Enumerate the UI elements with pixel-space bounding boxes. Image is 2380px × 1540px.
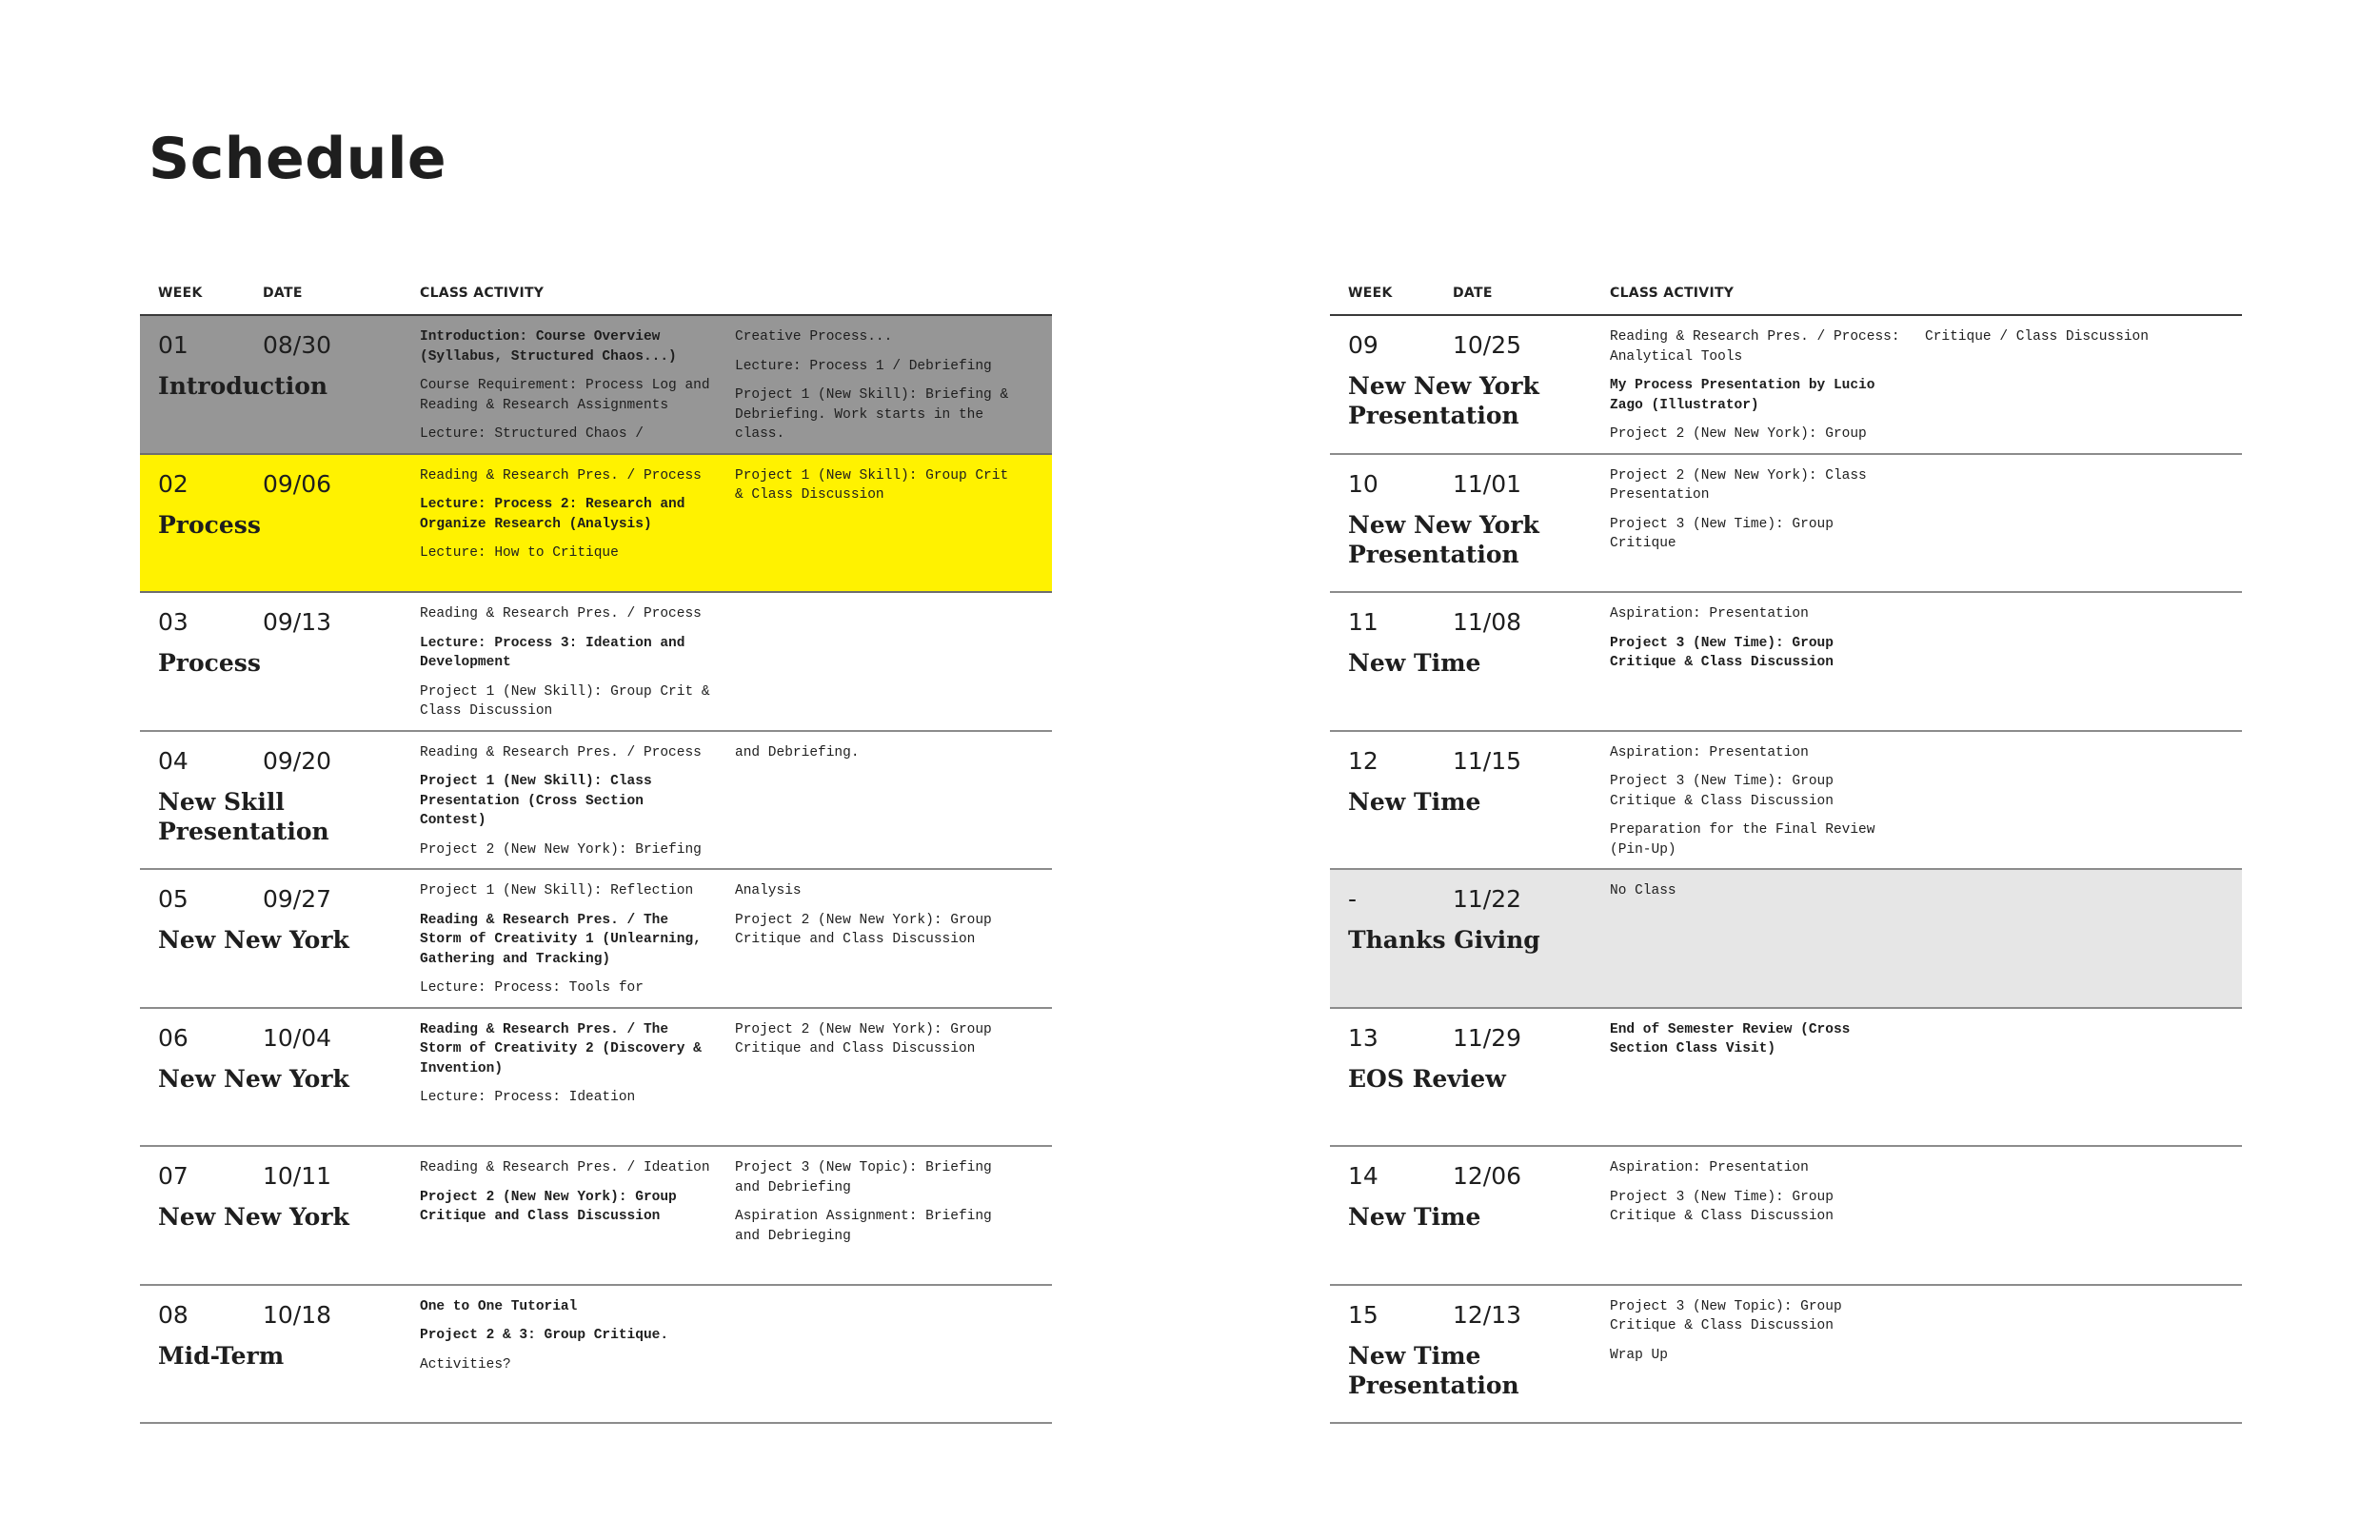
activity-column: [735, 327, 1021, 454]
date-header: DATE: [263, 286, 303, 301]
activity-item: Project 3 (New Topic): Briefing and Debriefing: [735, 1160, 992, 1195]
schedule-table-right: [1330, 282, 2242, 1424]
week-topic: Thanks Giving: [1348, 926, 1540, 954]
activity-item: Project 2 (New New York): Group Critique and Class Discussion: [735, 1021, 992, 1056]
week-topic: EOS Review: [1348, 1064, 1506, 1093]
table-row: [1330, 1147, 2242, 1286]
activity-item: Project 1 (New Skill): Group Crit & Class Discussion: [735, 467, 1009, 503]
activity-column: [420, 1297, 710, 1385]
week-number: 14: [1348, 1162, 1378, 1190]
activity-item: Reading & Research Pres. / Process: [420, 606, 702, 622]
table-row: [1330, 316, 2242, 455]
week-topic: Introduction: [158, 372, 328, 400]
class-date: 10/11: [263, 1162, 332, 1190]
class-date: 11/08: [1453, 608, 1522, 636]
activity-item: No Class: [1610, 883, 1676, 898]
activity-item: Project 3 (New Topic): Group Critique & Class Discussion: [1610, 1298, 1842, 1333]
week-topic: New New York: [158, 926, 349, 954]
week-number: 04: [158, 746, 188, 775]
activity-column: [1610, 1297, 1900, 1375]
activity-item: Reading & Research Pres. / The Storm of Creativity 1 (Unlearning, Gathering and Tracking): [420, 912, 702, 967]
table-row: [140, 870, 1052, 1009]
activity-item: Project 1 (New Skill): Briefing & Debriefing. Work starts in the class.: [735, 387, 1009, 442]
activity-item: Project 3 (New Time): Group Critique & Class Discussion: [1610, 635, 1834, 670]
activity-item: Project 1 (New Skill): Reflection: [420, 883, 694, 898]
class-date: 11/15: [1453, 746, 1522, 775]
week-number: 10: [1348, 469, 1378, 498]
activity-item: Activities?: [420, 1356, 511, 1372]
table-row: [140, 1009, 1052, 1148]
activity-item: Project 1 (New Skill): Group Crit & Class Discussion: [420, 683, 710, 719]
activity-column: [420, 327, 710, 454]
activity-column: [420, 466, 710, 573]
activity-item: Critique / Class Discussion: [1925, 329, 2149, 345]
class-date: 09/27: [263, 885, 332, 913]
activity-column: [1610, 604, 1900, 682]
activity-column: [420, 1158, 710, 1236]
activity-item: Reading & Research Pres. / Process: [420, 744, 702, 760]
activity-item: Creative Process...: [735, 329, 893, 345]
table-row: [140, 593, 1052, 732]
table-row: [1330, 1009, 2242, 1148]
week-number: 15: [1348, 1300, 1378, 1329]
activity-item: Aspiration: Presentation: [1610, 606, 1809, 622]
week-topic: New Time Presentation: [1348, 1341, 1519, 1399]
class-date: 09/13: [263, 608, 332, 636]
activity-item: Reading & Research Pres. / Process: Analytical Tools: [1610, 329, 1900, 365]
activity-item: Lecture: Process: Ideation: [420, 1090, 636, 1105]
activity-item: Lecture: Process 1 / Debriefing: [735, 358, 992, 374]
page-title: Schedule: [149, 126, 447, 192]
activity-column: [1610, 327, 1900, 454]
activity-column: [1610, 1020, 1900, 1069]
class-date: 10/18: [263, 1300, 332, 1329]
activity-column: [420, 743, 710, 870]
week-topic: Process: [158, 649, 261, 677]
activity-item: Lecture: Process: Tools for: [420, 980, 644, 996]
activity-column: [1610, 466, 1900, 563]
activity-item: Reading & Research Pres. / Process: [420, 467, 702, 484]
class-date: 09/06: [263, 469, 332, 498]
activity-item: Project 2 (New New York): Class Presentation: [1610, 467, 1867, 503]
week-number: 13: [1348, 1023, 1378, 1052]
activity-column: [1925, 327, 2211, 357]
activity-item: Lecture: How to Critique: [420, 545, 619, 561]
week-topic: New New York Presentation: [1348, 510, 1539, 568]
week-topic: Mid-Term: [158, 1341, 285, 1370]
week-number: 11: [1348, 608, 1378, 636]
activity-item: Lecture: Structured Chaos /: [420, 426, 644, 442]
activity-item: Project 2 (New New York): Group: [1610, 426, 1867, 442]
week-number: 01: [158, 331, 188, 359]
week-number: 09: [1348, 331, 1378, 359]
activity-item: Analysis: [735, 883, 802, 898]
activity-item: Wrap Up: [1610, 1347, 1668, 1363]
activity-item: One to One Tutorial: [420, 1298, 578, 1314]
activity-item: and Debriefing.: [735, 744, 860, 760]
schedule-rows: [1330, 316, 2242, 1424]
activity-item: Project 3 (New Time): Group Critique: [1610, 516, 1834, 551]
week-number: 07: [158, 1162, 188, 1190]
activity-item: Lecture: Process 3: Ideation and Development: [420, 635, 685, 670]
week-topic: New New York: [158, 1064, 349, 1093]
activity-item: Reading & Research Pres. / Ideation: [420, 1160, 710, 1175]
class-date: 09/20: [263, 746, 332, 775]
activity-column: [420, 604, 710, 731]
table-row: [140, 316, 1052, 455]
class-date: 11/29: [1453, 1023, 1522, 1052]
activity-header: CLASS ACTIVITY: [420, 286, 545, 301]
activity-header: CLASS ACTIVITY: [1610, 286, 1735, 301]
activity-item: Project 2 (New New York): Group Critique and Class Discussion: [735, 912, 992, 947]
activity-item: Aspiration: Presentation: [1610, 744, 1809, 760]
week-number: -: [1348, 885, 1358, 913]
table-row: [1330, 593, 2242, 732]
week-header: WEEK: [1348, 286, 1393, 301]
table-row: [140, 1147, 1052, 1286]
week-header: WEEK: [158, 286, 203, 301]
class-date: 08/30: [263, 331, 332, 359]
activity-item: Aspiration Assignment: Briefing and Debrieging: [735, 1209, 992, 1244]
week-topic: New Time: [1348, 649, 1481, 677]
schedule-rows: [140, 316, 1052, 1424]
activity-item: Preparation for the Final Review (Pin-Up): [1610, 822, 1875, 858]
activity-item: Project 2 & 3: Group Critique.: [420, 1328, 669, 1343]
table-row: [1330, 870, 2242, 1009]
activity-column: [420, 881, 710, 1008]
table-header: [1330, 282, 2242, 316]
table-row: [1330, 455, 2242, 594]
table-header: [140, 282, 1052, 316]
table-row: [1330, 1286, 2242, 1425]
class-date: 11/01: [1453, 469, 1522, 498]
activity-item: Project 2 (New New York): Group Critique and Class Discussion: [420, 1189, 677, 1224]
activity-column: [735, 1020, 1021, 1069]
week-number: 03: [158, 608, 188, 636]
week-number: 12: [1348, 746, 1378, 775]
class-date: 11/22: [1453, 885, 1522, 913]
table-row: [1330, 732, 2242, 871]
table-row: [140, 455, 1052, 594]
activity-column: [1610, 1158, 1900, 1236]
week-topic: New Skill Presentation: [158, 787, 329, 845]
activity-item: End of Semester Review (Cross Section Class Visit): [1610, 1021, 1851, 1056]
activity-column: [735, 881, 1021, 959]
week-topic: New New York: [158, 1203, 349, 1231]
activity-item: Aspiration: Presentation: [1610, 1160, 1809, 1175]
activity-item: My Process Presentation by Lucio Zago (Illustrator): [1610, 378, 1875, 413]
activity-column: [735, 1158, 1021, 1255]
activity-item: Lecture: Process 2: Research and Organize Research (Analysis): [420, 497, 685, 532]
activity-column: [735, 743, 1021, 773]
activity-item: Project 3 (New Time): Group Critique & Class Discussion: [1610, 1189, 1834, 1224]
class-date: 12/13: [1453, 1300, 1522, 1329]
class-date: 10/04: [263, 1023, 332, 1052]
week-topic: New New York Presentation: [1348, 372, 1539, 429]
activity-column: [735, 466, 1021, 515]
class-date: 12/06: [1453, 1162, 1522, 1190]
activity-item: Project 2 (New New York): Briefing: [420, 841, 702, 858]
week-topic: New Time: [1348, 787, 1481, 816]
activity-item: Project 1 (New Skill): Class Presentation (Cross Section Contest): [420, 774, 652, 828]
activity-column: [420, 1020, 710, 1117]
activity-item: Reading & Research Pres. / The Storm of Creativity 2 (Discovery & Invention): [420, 1021, 702, 1076]
activity-item: Course Requirement: Process Log and Reading & Research Assignments: [420, 378, 710, 413]
date-header: DATE: [1453, 286, 1493, 301]
activity-column: [1610, 881, 1900, 911]
class-date: 10/25: [1453, 331, 1522, 359]
table-row: [140, 732, 1052, 871]
week-number: 02: [158, 469, 188, 498]
schedule-table-left: [140, 282, 1052, 1424]
activity-column: [1610, 743, 1900, 870]
week-number: 06: [158, 1023, 188, 1052]
week-number: 05: [158, 885, 188, 913]
week-number: 08: [158, 1300, 188, 1329]
table-row: [140, 1286, 1052, 1425]
activity-item: Project 3 (New Time): Group Critique & Class Discussion: [1610, 774, 1834, 809]
week-topic: Process: [158, 510, 261, 539]
week-topic: New Time: [1348, 1203, 1481, 1231]
activity-item: Introduction: Course Overview (Syllabus, Structured Chaos...): [420, 329, 677, 365]
